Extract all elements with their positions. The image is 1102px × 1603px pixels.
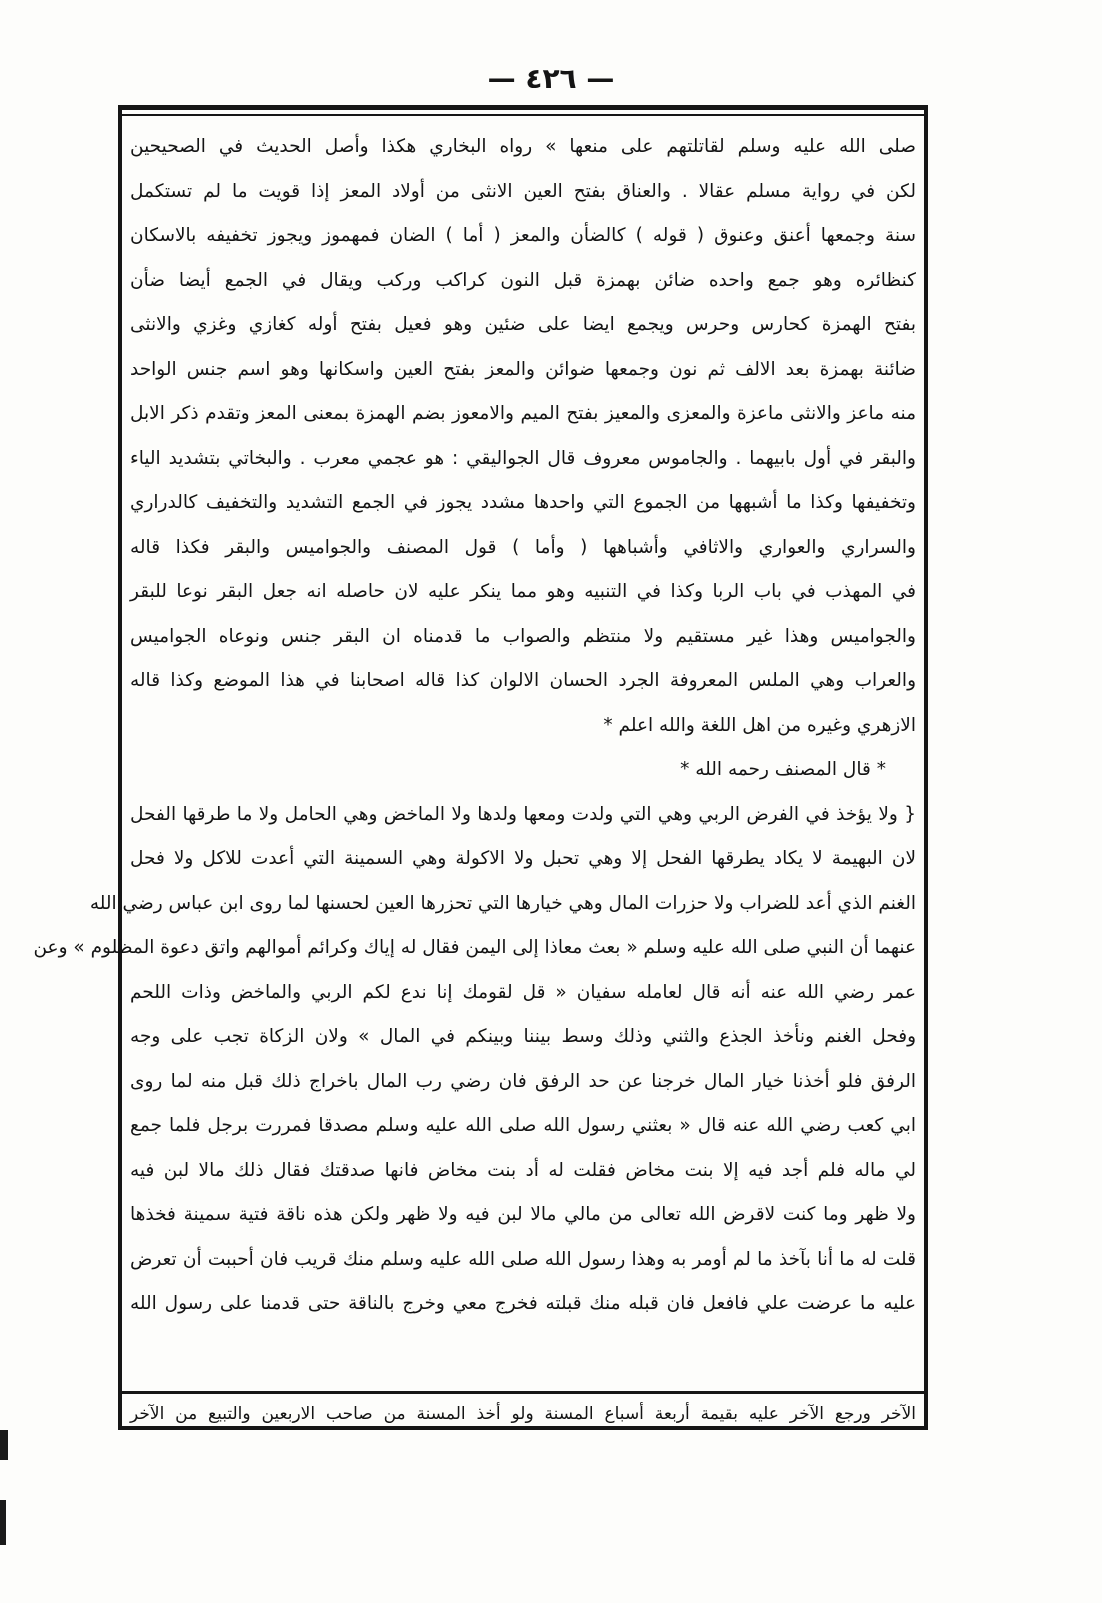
text-line: لان البهيمة لا يكاد يطرقها الفحل إلا وهي تحبل ولا الاكولة وهي السمينة التي أعدت للاكل ولا فحل [130, 848, 916, 869]
text-line: { ولا يؤخذ في الفرض الربي وهي التي ولدت ومعها ولدها ولا الماخض وهي الحامل ولا ما طرقها الفحل [130, 803, 916, 825]
text-line: عمر رضي الله عنه أنه قال لعامله سفيان « قل لقومك إنا ندع لكم الربي والماخض وذات اللحم [130, 981, 916, 1003]
text-line: لي ماله فلم أجد فيه إلا بنت مخاض فقلت له أد بنت مخاض فانها صدقتك فقال ذلك مالا لبن فيه [130, 1159, 916, 1181]
text-line: سنة وجمعها أعنق وعنوق ( قوله ) كالضأن والمعز ( أما ) الضان فمهموز ويجوز تخفيفه بالاسكان [130, 225, 916, 246]
text-line: الرفق فلو أخذنا خيار المال خرجنا عن حد الرفق فان رضي رب المال باخراج ذلك قبل منه لما روى [130, 1070, 916, 1092]
text-line: لكن في رواية مسلم عقالا . والعناق بفتح العين الانثى من أولاد المعز إذا قويت ما لم تستكمل [130, 180, 916, 202]
text-line: ابي كعب رضي الله عنه قال « بعثني رسول الله صلى الله عليه وسلم مصدقا فمررت برجل فلما جمع [130, 1115, 916, 1136]
text-line: منه ماعز والانثى ماعزة والمعزى والمعيز بفتح الميم والامعوز بضم الهمزة بمعنى المعز وتقدم ذكر الابل [130, 403, 916, 424]
text-line: الازهري وغيره من اهل اللغة والله اعلم * [603, 714, 916, 736]
text-line: كنظائره وهو جمع واحده ضائن بهمزة قبل النون كراكب وركب ويقال في الجمع أيضا ضأن [130, 269, 916, 291]
text-line: الغنم الذي أعد للضراب ولا حزرات المال وهي خيارها التي تحزرها العين لحسنها لما روى ابن عباس رضي الله [89, 892, 916, 914]
text-line: عنهما أن النبي صلى الله عليه وسلم « بعث معاذا إلى اليمن فقال له إياك وكرائم أموالهم واتق دعوة المظلوم » وعن [33, 937, 916, 958]
text-line: والجواميس وهذا غير مستقيم ولا منتظم والصواب ما قدمناه ان البقر جنس ونوعاه الجواميس [130, 625, 916, 647]
text-line: وتخفيفها وكذا ما أشبهها من الجموع التي واحدها مشدد يجوز في الجمع التشديد والتخفيف كالدراري [130, 492, 916, 513]
text-line: بفتح الهمزة كحارس وحرس ويجمع ايضا على ضئين وهو فعيل بفتح أوله كغازي وغزي والانثى [130, 314, 916, 335]
text-line: والسراري والعواري والاثافي وأشباهها ( وأما ) قول المصنف والجواميس والبقر فكذا قاله [130, 536, 916, 558]
text-line: في المهذب في باب الربا وكذا في التنبيه وهو مما ينكر عليه لان حاصله انه جعل البقر نوعا للبقر [130, 581, 916, 602]
main-text-block [33, 125, 916, 1327]
text-line: صلى الله عليه وسلم لقاتلتهم على منعها » رواه البخاري هكذا وأصل الحديث في الصحيحين [130, 136, 916, 157]
scan-edge-mark [0, 1500, 6, 1545]
scan-edge-mark [0, 1430, 8, 1460]
text-line: عليه ما عرضت علي فافعل فان قبله منك قبلته فخرج معي وخرج بالناقة حتى قدمنا على رسول الله [130, 1293, 916, 1314]
footnote-divider [120, 1391, 926, 1394]
footnote-line: الآخر ورجع الآخر عليه بقيمة أربعة أسباع المسنة ولو أخذ المسنة من صاحب الاربعين والتبيع من الآخر [130, 1404, 916, 1424]
text-line: والعراب وهي الملس المعروفة الجرد الحسان الالوان كذا قاله اصحابنا في هذا الموضع وكذا قاله [130, 670, 916, 691]
top-inner-rule [120, 114, 926, 116]
text-line: ولا ظهر وما كنت لاقرض الله تعالى من مالي مالا لبن فيه ولا ظهر ولكن هذه ناقة فتية سمينة فخذها [130, 1204, 916, 1225]
page-number: — ٤٢٦ — [487, 62, 615, 95]
text-line: والبقر في أول بابيهما . والجاموس معروف قال الجواليقي : هو عجمي معرب . والبخاتي بتشديد الياء [130, 447, 916, 469]
text-line: ضائنة بهمزة بعد الالف ثم نون وجمعها ضوائن والمعز بفتح العين واسكانها وهو اسم جنس الواحد [130, 358, 916, 380]
section-heading: * قال المصنف رحمه الله * [680, 759, 886, 780]
text-line: وفحل الغنم ونأخذ الجذع والثني وذلك وسط بيننا وبينكم في المال » ولان الزكاة تجب على وجه [130, 1026, 916, 1047]
text-line: قلت له ما أنا بآخذ ما لم أومر به وهذا رسول الله صلى الله عليه وسلم منك قريب فان أحببت أن تعرض [130, 1248, 916, 1270]
